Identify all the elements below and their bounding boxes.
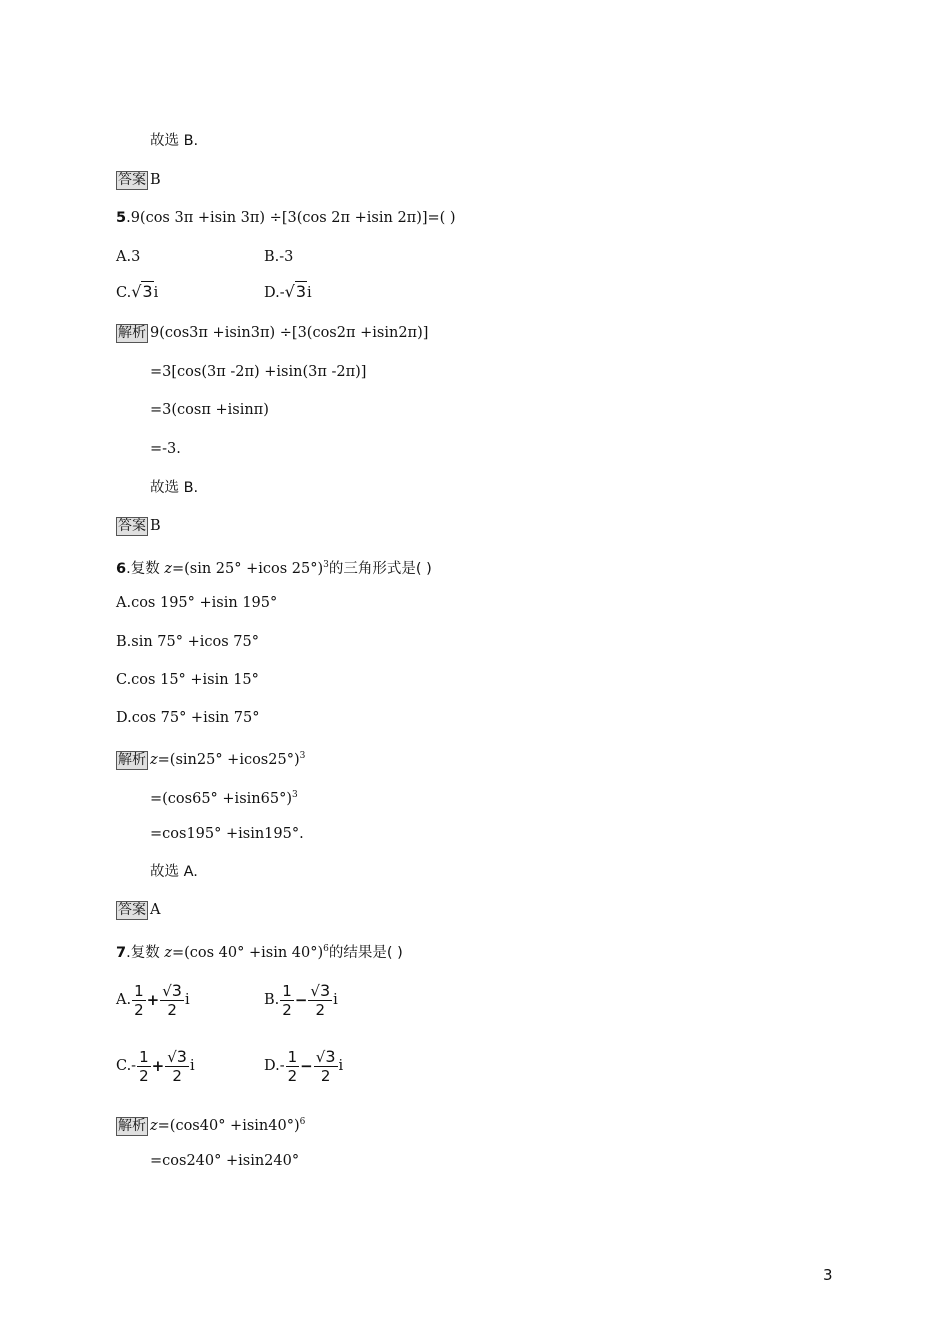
option-text: A.cos 195° +isin 195°	[116, 595, 278, 611]
answer-value: B	[150, 172, 161, 188]
exponent: 3	[299, 751, 306, 761]
answer-line	[116, 898, 160, 922]
choose-text: 故选 A.	[150, 864, 198, 880]
numerator: √3	[162, 980, 182, 1000]
solution-step: =3[cos(3π -2π) +isin(3π -2π)]	[150, 364, 367, 380]
question-text: 的三角形式是( )	[328, 561, 432, 577]
question-7	[116, 937, 403, 961]
fraction	[165, 1048, 189, 1085]
solution-line	[116, 744, 305, 768]
question-number: 5	[116, 210, 127, 226]
solution-tag: 解析	[118, 324, 146, 341]
radicand: 3	[325, 1046, 336, 1066]
variable-z: z	[150, 752, 158, 768]
minus-sign: −	[294, 991, 308, 1009]
choose-text: 故选 B.	[150, 133, 199, 149]
options-row	[116, 245, 294, 269]
denominator: 2	[315, 1000, 326, 1019]
numerator: √3	[315, 1046, 336, 1066]
minus-sign: −	[300, 1057, 313, 1075]
question-text: .9(cos 3π +isin 3π) ÷[3(cos 2π +isin 2π)]=( )	[126, 210, 456, 226]
question-text: =(cos 40° +isin 40°)	[171, 945, 324, 961]
radicand: 3	[319, 980, 331, 1000]
solution-step: =3(cosπ +isinπ)	[150, 402, 269, 418]
fraction	[160, 982, 184, 1019]
solution-line	[150, 476, 198, 500]
radicand: 3	[142, 282, 153, 301]
radicand: 3	[171, 980, 182, 1000]
question-text: .复数	[126, 945, 165, 961]
imag-unit: i	[189, 1058, 195, 1074]
answer-line	[116, 168, 161, 192]
variable-z: z	[164, 945, 172, 961]
denominator: 2	[139, 1066, 149, 1085]
denominator: 2	[134, 1000, 144, 1019]
option-b: B.-3	[264, 249, 294, 265]
answer-line	[116, 514, 161, 538]
question-number: 6	[116, 561, 127, 577]
fraction	[308, 982, 332, 1019]
option-label: C.	[116, 285, 132, 301]
question-text: =(sin 25° +icos 25°)	[171, 561, 324, 577]
imag-unit: i	[338, 1058, 344, 1074]
variable-z: z	[150, 1118, 158, 1134]
solution-tag: 解析	[118, 1117, 146, 1134]
plus-sign: +	[146, 991, 160, 1009]
numerator: 1	[287, 1047, 298, 1066]
denominator: 2	[282, 1000, 292, 1019]
solution-step: =(sin25° +icos25°)	[157, 752, 300, 768]
radicand: 3	[176, 1046, 187, 1066]
variable-z: z	[164, 561, 172, 577]
radicand: 3	[295, 282, 307, 301]
option-d	[264, 1044, 343, 1088]
imag-unit: i	[333, 992, 338, 1008]
fraction	[132, 982, 146, 1019]
question-number: 7	[116, 945, 127, 961]
numerator: √3	[167, 1046, 187, 1066]
solution-step: =(cos40° +isin40°)	[157, 1118, 300, 1134]
fraction	[280, 982, 294, 1019]
solution-line	[150, 783, 298, 807]
answer-tag: 答案	[118, 171, 146, 188]
solution-line	[116, 321, 428, 345]
solution-tag: 解析	[118, 751, 146, 768]
exponent: 6	[299, 1117, 306, 1127]
option-c	[116, 668, 259, 692]
answer-tag: 答案	[118, 901, 146, 918]
option-b	[116, 630, 259, 654]
option-d	[116, 706, 259, 730]
option-a	[116, 980, 190, 1019]
exponent: 3	[323, 560, 329, 570]
numerator: 1	[134, 981, 144, 1000]
solution-line	[150, 437, 181, 461]
sqrt: √3	[284, 282, 307, 301]
exponent: 3	[291, 790, 298, 800]
denominator: 2	[320, 1066, 331, 1085]
fraction	[286, 1048, 300, 1085]
text-line	[150, 129, 198, 153]
plus-sign: +	[151, 1057, 165, 1075]
options-row	[116, 1044, 344, 1088]
option-text: C.cos 15° +isin 15°	[116, 672, 259, 688]
numerator: √3	[310, 980, 331, 1000]
question-6	[116, 553, 432, 577]
option-label: A.	[116, 992, 132, 1008]
exponent: 6	[323, 944, 329, 954]
options-row	[116, 280, 312, 304]
option-c	[116, 1046, 195, 1085]
option-d	[264, 280, 312, 305]
choose-text: 故选 B.	[150, 480, 199, 496]
solution-step: =cos240° +isin240°	[150, 1153, 300, 1169]
solution-line	[150, 1149, 299, 1173]
denominator: 2	[172, 1066, 182, 1085]
solution-step: =(cos65° +isin65°)	[150, 791, 292, 807]
denominator: 2	[167, 1000, 177, 1019]
option-a	[116, 591, 277, 615]
option-label: B.	[264, 992, 280, 1008]
answer-tag: 答案	[118, 517, 146, 534]
option-label: D.-	[264, 285, 285, 301]
answer-value: B	[150, 518, 161, 534]
options-row	[116, 978, 338, 1022]
solution-line	[150, 360, 366, 384]
solution-step: =-3.	[150, 441, 181, 457]
option-b	[264, 978, 338, 1022]
option-label: C.-	[116, 1058, 137, 1074]
denominator: 2	[287, 1066, 298, 1085]
option-text: B.sin 75° +icos 75°	[116, 634, 259, 650]
option-a: A.3	[116, 249, 141, 265]
question-5	[116, 206, 456, 230]
option-c	[116, 282, 159, 301]
fraction	[314, 1048, 338, 1085]
solution-line	[150, 860, 198, 884]
numerator: 1	[139, 1047, 149, 1066]
solution-line	[150, 822, 304, 846]
answer-value: A	[150, 902, 161, 918]
option-label: D.-	[264, 1058, 285, 1074]
solution-step: 9(cos3π +isin3π) ÷[3(cos2π +isin2π)]	[150, 325, 429, 341]
imag-unit: i	[307, 285, 312, 301]
question-text: .复数	[126, 561, 165, 577]
solution-step: =cos195° +isin195°.	[150, 826, 304, 842]
solution-line	[116, 1110, 305, 1134]
fraction	[137, 1048, 151, 1085]
sqrt: √3	[131, 282, 153, 301]
imag-unit: i	[184, 992, 190, 1008]
page-number: 3	[823, 1266, 833, 1284]
solution-line	[150, 398, 269, 422]
option-text: D.cos 75° +isin 75°	[116, 710, 260, 726]
imag-unit: i	[153, 285, 159, 301]
question-text: 的结果是( )	[328, 945, 403, 961]
numerator: 1	[282, 981, 292, 1000]
